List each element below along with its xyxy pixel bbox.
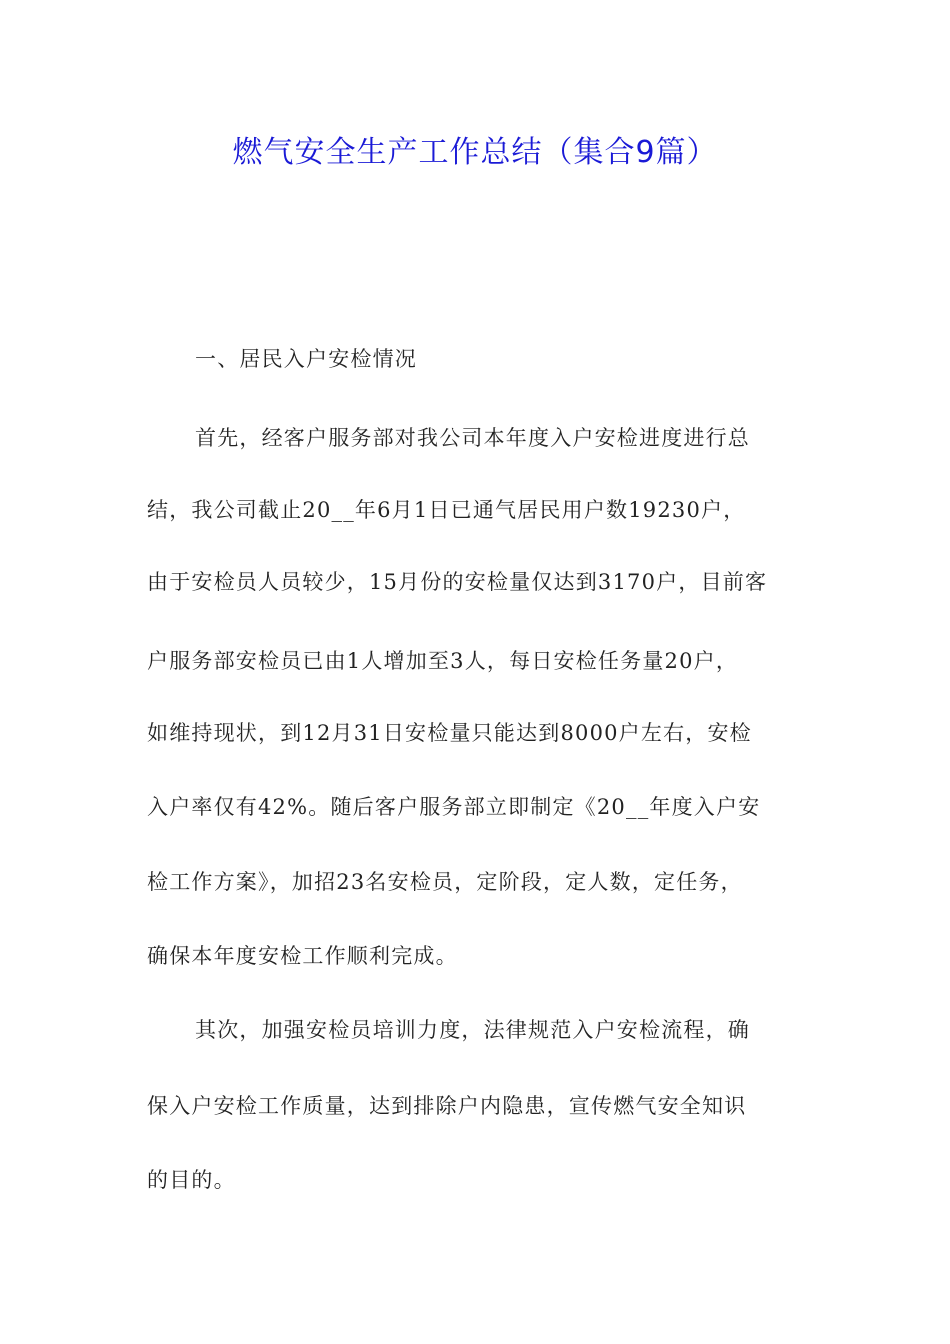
paragraph-1-line-3: 由于安检员人员较少，15月份的安检量仅达到3170户，目前客: [147, 570, 768, 594]
paragraph-1-line-2: 结，我公司截止20__年6月1日已通气居民用户数19230户，: [147, 498, 746, 522]
paragraph-1-line-5: 如维持现状，到12月31日安检量只能达到8000户左右，安检: [147, 721, 752, 745]
paragraph-1-line-4: 户服务部安检员已由1人增加至3人，每日安检任务量20户，: [147, 649, 739, 673]
paragraph-2-line-3: 的目的。: [147, 1168, 236, 1192]
paragraph-1-line-6: 入户率仅有42%。随后客户服务部立即制定《20__年度入户安: [147, 795, 761, 819]
section-heading: 一、居民入户安检情况: [195, 347, 417, 371]
paragraph-1-line-1: 首先，经客户服务部对我公司本年度入户安检进度进行总: [195, 426, 750, 450]
paragraph-1-line-8: 确保本年度安检工作顺利完成。: [147, 944, 458, 968]
paragraph-2-line-1: 其次，加强安检员培训力度，法律规范入户安检流程，确: [195, 1018, 750, 1042]
document-title: 燃气安全生产工作总结（集合9篇）: [232, 135, 718, 170]
paragraph-2-line-2: 保入户安检工作质量，达到排除户内隐患，宣传燃气安全知识: [147, 1094, 747, 1118]
paragraph-1-line-7: 检工作方案》，加招23名安检员，定阶段，定人数，定任务，: [147, 870, 743, 894]
